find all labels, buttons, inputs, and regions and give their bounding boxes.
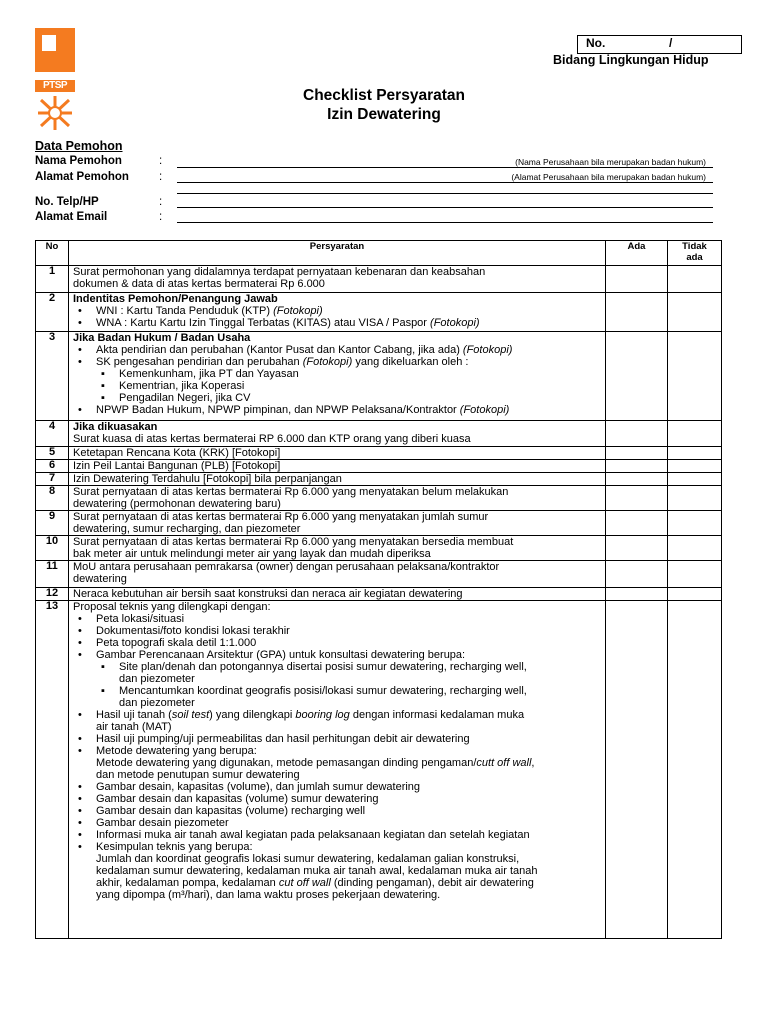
logo-text: PTSP	[35, 80, 75, 92]
sub-list-item: ▪ Kementrian, jika Koperasi	[73, 380, 603, 392]
ada-checkbox-cell[interactable]	[606, 536, 668, 561]
requirement-cell	[69, 536, 606, 561]
tidak-ada-checkbox-cell[interactable]	[668, 486, 722, 511]
ada-checkbox-cell[interactable]	[606, 421, 668, 447]
list-item-continued: kedalaman sumur dewatering, kedalaman muka air tanah awal, kedalaman muka air tanah	[96, 865, 538, 877]
field-hint-name: (Nama Perusahaan bila merupakan badan hukum)	[515, 157, 706, 167]
list-item-continued	[73, 877, 603, 889]
list-item-text: WNI : Kartu Tanda Penduduk (KTP)	[96, 305, 271, 317]
list-item: • Gambar desain piezometer	[73, 817, 603, 829]
row-number: 1	[36, 266, 69, 293]
requirement-text: Surat kuasa di atas kertas bermaterai RP 6.000 dan KTP orang yang diberi kuasa	[73, 433, 471, 445]
requirement-cell	[69, 486, 606, 511]
list-item-note: (Fotokopi)	[459, 404, 510, 416]
sub-list-item-continued: dan piezometer	[119, 697, 195, 709]
list-item: • Gambar desain dan kapasitas (volume) recharging well	[73, 805, 603, 817]
row-number: 12	[36, 588, 69, 601]
sub-list-item: ▪ Kemenkunham, jika PT dan Yayasan	[73, 368, 603, 380]
requirement-text: dewatering	[73, 573, 127, 585]
sub-list-item: ▪ Mencantumkan koordinat geografis posisi/lokasi sumur dewatering, recharging well,	[73, 685, 603, 697]
address-input-line-2[interactable]	[177, 193, 713, 194]
requirement-title: Indentitas Pemohon/Penangung Jawab	[73, 293, 278, 305]
list-item	[73, 356, 603, 368]
list-item	[73, 404, 603, 416]
page-title: Checklist Persyaratan	[303, 87, 465, 104]
tidak-ada-checkbox-cell[interactable]	[668, 561, 722, 588]
applicant-section-title: Data Pemohon	[35, 139, 123, 153]
tidak-ada-checkbox-cell[interactable]	[668, 332, 722, 421]
table-row	[36, 486, 722, 511]
sub-list-item: ▪ Site plan/denah dan potongannya disertai posisi sumur dewatering, recharging well,	[73, 661, 603, 673]
col-header-requirement: Persyaratan	[69, 241, 606, 266]
table-row	[36, 511, 722, 536]
requirement-text: Ketetapan Rencana Kota (KRK) [Fotokopi]	[69, 447, 606, 460]
requirement-text: dewatering (permohonan dewatering baru)	[73, 498, 281, 510]
row-number: 4	[36, 421, 69, 447]
field-colon: :	[159, 155, 163, 167]
requirement-title: Jika Badan Hukum / Badan Usaha	[73, 332, 251, 344]
list-item	[73, 344, 603, 356]
requirement-cell	[69, 293, 606, 332]
list-item: • Informasi muka air tanah awal kegiatan pada pelaksanaan kegiatan dan setelah kegiatan	[73, 829, 603, 841]
ada-checkbox-cell[interactable]	[606, 447, 668, 460]
requirements-table	[35, 240, 722, 939]
list-item-text: dengan informasi kedalaman muka	[352, 709, 525, 721]
field-label-address: Alamat Pemohon	[35, 171, 129, 183]
row-number: 8	[36, 486, 69, 511]
field-colon: :	[159, 196, 163, 208]
list-item: • Kesimpulan teknis yang berupa:	[73, 841, 603, 853]
table-row	[36, 601, 722, 939]
list-item: • Peta lokasi/situasi	[73, 613, 603, 625]
list-item-note: (Fotokopi)	[462, 344, 513, 356]
ada-checkbox-cell[interactable]	[606, 293, 668, 332]
ada-checkbox-cell[interactable]	[606, 460, 668, 473]
table-row	[36, 536, 722, 561]
requirement-cell	[69, 266, 606, 293]
phone-input-line[interactable]	[177, 207, 713, 208]
col-header-ada: Ada	[606, 241, 668, 266]
page-subtitle: Izin Dewatering	[327, 106, 441, 123]
requirement-text: Surat pernyataan di atas kertas bermaterai Rp 6.000 yang menyatakan jumlah sumur	[73, 511, 489, 523]
ada-checkbox-cell[interactable]	[606, 486, 668, 511]
email-input-line[interactable]	[177, 222, 713, 223]
tidak-ada-checkbox-cell[interactable]	[668, 266, 722, 293]
list-item-note: cut off wall	[278, 877, 331, 889]
table-row	[36, 561, 722, 588]
list-item-text: SK pengesahan pendirian dan perubahan	[96, 356, 300, 368]
requirement-text: Neraca kebutuhan air bersih saat konstruksi dan neraca air kegiatan dewatering	[69, 588, 606, 601]
requirement-text: Izin Peil Lantai Bangunan (PLB) [Fotokopi]	[69, 460, 606, 473]
requirement-text: dewatering, sumur recharging, dan piezometer	[73, 523, 301, 535]
col-header-no: No	[36, 241, 69, 266]
table-row	[36, 588, 722, 601]
row-number: 3	[36, 332, 69, 421]
row-number: 7	[36, 473, 69, 486]
ada-checkbox-cell[interactable]	[606, 588, 668, 601]
list-item-text: (dinding pengaman), debit air dewatering	[333, 877, 534, 889]
table-row	[36, 473, 722, 486]
tidak-ada-checkbox-cell[interactable]	[668, 588, 722, 601]
list-item-text: Metode dewatering yang digunakan, metode pemasangan dinding pengaman/	[96, 757, 477, 769]
number-separator: /	[669, 36, 673, 50]
table-row	[36, 460, 722, 473]
list-item: • Gambar Perencanaan Arsitektur (GPA) untuk konsultasi dewatering berupa:	[73, 649, 603, 661]
list-item-note: cutt off wall	[476, 757, 532, 769]
tidak-ada-checkbox-cell[interactable]	[668, 511, 722, 536]
list-item-continued: Jumlah dan koordinat geografis lokasi sumur dewatering, kedalaman galian konstruksi,	[96, 853, 520, 865]
table-row	[36, 293, 722, 332]
requirement-text: Izin Dewatering Terdahulu [Fotokopi] bila perpanjangan	[69, 473, 606, 486]
list-item-text: Akta pendirian dan perubahan (Kantor Pusat dan Kantor Cabang, jika ada)	[96, 344, 460, 356]
field-label-email: Alamat Email	[35, 211, 108, 223]
list-item-note: (Fotokopi)	[430, 317, 480, 329]
requirement-title: Jika dikuasakan	[73, 421, 158, 433]
requirement-text: Proposal teknis yang dilengkapi dengan:	[73, 601, 271, 613]
department-name: Bidang Lingkungan Hidup	[553, 53, 709, 67]
row-number: 5	[36, 447, 69, 460]
requirement-cell	[69, 421, 606, 447]
list-item-text: WNA : Kartu Kartu Izin Tinggal Terbatas (KITAS) atau VISA / Paspor	[96, 317, 427, 329]
list-item-text: ) yang dilengkapi	[209, 709, 293, 721]
table-row	[36, 266, 722, 293]
field-colon: :	[159, 171, 163, 183]
table-row	[36, 421, 722, 447]
requirement-text: Surat pernyataan di atas kertas bermaterai Rp 6.000 yang menyatakan belum melakukan	[73, 486, 509, 498]
list-item-note: (Fotokopi)	[273, 305, 323, 317]
requirement-cell	[69, 601, 606, 939]
list-item: • Dokumentasi/foto kondisi lokasi terakhir	[73, 625, 603, 637]
list-item-note: booring log	[295, 709, 350, 721]
document-number-box	[577, 35, 742, 54]
row-number: 6	[36, 460, 69, 473]
list-item-text: Hasil uji tanah (	[96, 709, 172, 721]
field-label-phone: No. Telp/HP	[35, 196, 99, 208]
list-item-continued: air tanah (MAT)	[96, 721, 172, 733]
list-item-text: ,	[531, 757, 535, 769]
list-item	[73, 317, 603, 329]
row-number: 9	[36, 511, 69, 536]
tidak-ada-checkbox-cell[interactable]	[668, 460, 722, 473]
col-header-tidak-ada	[668, 241, 722, 266]
ada-checkbox-cell[interactable]	[606, 601, 668, 939]
list-item-continued	[73, 757, 603, 769]
list-item-text: akhir, kedalaman pompa, kedalaman	[96, 877, 276, 889]
field-colon: :	[159, 211, 163, 223]
sub-list-item: ▪ Pengadilan Negeri, jika CV	[73, 392, 603, 404]
list-item-text: yang dikeluarkan oleh :	[355, 356, 469, 368]
col-header-tidak-ada-label: Tidak ada	[682, 241, 707, 263]
list-item: • Peta topografi skala detil 1:1.000	[73, 637, 603, 649]
list-item: • Gambar desain dan kapasitas (volume) sumur dewatering	[73, 793, 603, 805]
list-item-note: (Fotokopi)	[302, 356, 353, 368]
name-input-line[interactable]	[177, 167, 713, 168]
ada-checkbox-cell[interactable]	[606, 511, 668, 536]
list-item-note: soil test	[171, 709, 210, 721]
address-input-line[interactable]	[177, 182, 713, 183]
row-number: 13	[36, 601, 69, 939]
ada-checkbox-cell[interactable]	[606, 561, 668, 588]
tidak-ada-checkbox-cell[interactable]	[668, 447, 722, 460]
requirement-text: Surat permohonan yang didalamnya terdapat pernyataan kebenaran dan keabsahan	[73, 266, 486, 278]
list-item-text: NPWP Badan Hukum, NPWP pimpinan, dan NPWP Pelaksana/Kontraktor	[96, 404, 457, 416]
list-item	[73, 709, 603, 721]
requirement-cell	[69, 511, 606, 536]
list-item: • Metode dewatering yang berupa:	[73, 745, 603, 757]
tidak-ada-checkbox-cell[interactable]	[668, 293, 722, 332]
requirement-text: MoU antara perusahaan pemrakarsa (owner) dengan perusahaan pelaksana/kontraktor	[73, 561, 500, 573]
list-item-continued: yang dipompa (m³/hari), dan lama waktu proses pekerjaan dewatering.	[96, 889, 441, 901]
field-label-name: Nama Pemohon	[35, 155, 122, 167]
table-row	[36, 447, 722, 460]
tidak-ada-checkbox-cell[interactable]	[668, 601, 722, 939]
tidak-ada-checkbox-cell[interactable]	[668, 421, 722, 447]
number-label: No.	[586, 36, 606, 50]
table-row	[36, 332, 722, 421]
field-hint-address: (Alamat Perusahaan bila merupakan badan hukum)	[511, 172, 706, 182]
ada-checkbox-cell[interactable]	[606, 266, 668, 293]
row-number: 2	[36, 293, 69, 332]
table-header-row	[36, 241, 722, 266]
requirement-text: Surat pernyataan di atas kertas bermaterai Rp 6.000 yang menyatakan bersedia membuat	[73, 536, 514, 548]
row-number: 10	[36, 536, 69, 561]
requirement-cell	[69, 332, 606, 421]
ada-checkbox-cell[interactable]	[606, 332, 668, 421]
requirement-text: bak meter air untuk melindungi meter air yang layak dan mudah diperiksa	[73, 548, 431, 560]
logo-emblem-block	[35, 28, 75, 72]
requirement-text: dokumen & data di atas kertas bermaterai Rp 6.000	[73, 278, 325, 290]
tidak-ada-checkbox-cell[interactable]	[668, 473, 722, 486]
row-number: 11	[36, 561, 69, 588]
list-item-continued: dan metode penutupan sumur dewatering	[96, 769, 300, 781]
tidak-ada-checkbox-cell[interactable]	[668, 536, 722, 561]
sub-list-item-continued: dan piezometer	[119, 673, 195, 685]
requirement-cell	[69, 561, 606, 588]
ada-checkbox-cell[interactable]	[606, 473, 668, 486]
list-item: • Gambar desain, kapasitas (volume), dan jumlah sumur dewatering	[73, 781, 603, 793]
list-item: • Hasil uji pumping/uji permeabilitas dan hasil perhitungan debit air dewatering	[73, 733, 603, 745]
list-item	[73, 305, 603, 317]
jakarta-emblem-icon	[41, 34, 57, 52]
